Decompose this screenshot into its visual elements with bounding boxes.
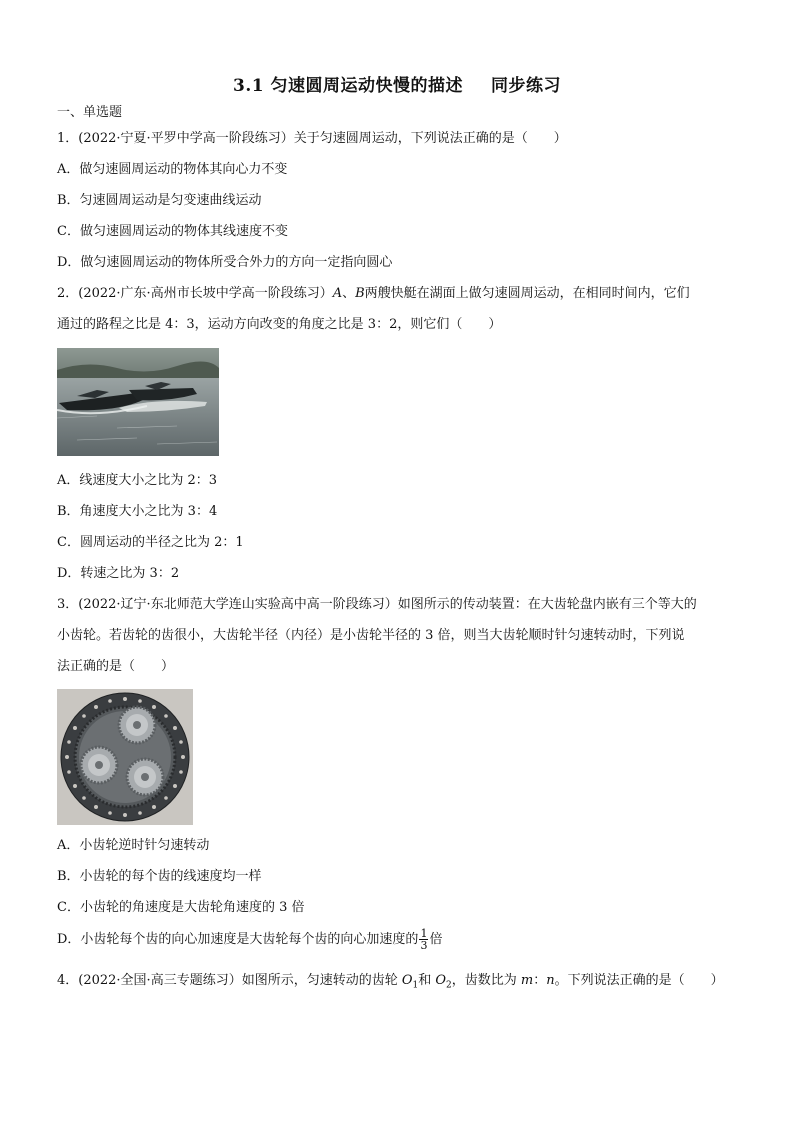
q4-source: 4．(2022·全国·高三专题练习）如图所示，匀速转动的齿轮 bbox=[57, 973, 402, 988]
q3-stem-line1: 3．(2022·辽宁·东北师范大学连山实验高中高一阶段练习）如图所示的传动装置：在大齿轮盘内嵌有三个等大的 bbox=[57, 597, 697, 612]
q2-var-a: A bbox=[332, 286, 343, 301]
q3-option-d-suffix: 倍 bbox=[429, 932, 443, 947]
q4-question: 。下列说法正确的是（ ） bbox=[554, 973, 724, 988]
q4-colon: ： bbox=[533, 973, 547, 988]
q4-gear-o1: O bbox=[401, 973, 413, 988]
section-heading: 一、单选题 bbox=[57, 105, 123, 120]
q2-option-b: B．角速度大小之比为 3：4 bbox=[57, 504, 218, 519]
q1-option-c: C．做匀速圆周运动的物体其线速度不变 bbox=[57, 224, 288, 239]
q4-var-m: m bbox=[520, 973, 534, 988]
q4-stem bbox=[57, 972, 724, 995]
q2-option-c: C．圆周运动的半径之比为 2：1 bbox=[57, 535, 244, 550]
fraction-numerator: 1 bbox=[420, 927, 428, 940]
q2-sep: 、 bbox=[342, 286, 356, 301]
speedboat-photo bbox=[57, 348, 219, 456]
q2-source: 2．(2022·广东·高州市长坡中学高一阶段练习） bbox=[57, 286, 333, 301]
q4-and: 和 bbox=[418, 973, 436, 988]
q3-option-d bbox=[57, 928, 442, 952]
title-sub: 同步练习 bbox=[491, 76, 561, 96]
q2-option-a: A．线速度大小之比为 2：3 bbox=[57, 473, 218, 488]
q4-sub-2: 2 bbox=[446, 980, 452, 991]
q2-stem-line2: 通过的路程之比是 4：3，运动方向改变的角度之比是 3：2，则它们（ ） bbox=[57, 317, 502, 332]
q3-option-b: B．小齿轮的每个齿的线速度均一样 bbox=[57, 869, 262, 884]
q1-option-b: B．匀速圆周运动是匀变速曲线运动 bbox=[57, 193, 262, 208]
q4-sub-1: 1 bbox=[412, 980, 419, 991]
q4-var-n: n bbox=[546, 973, 555, 988]
q1-option-d: D．做匀速圆周运动的物体所受合外力的方向一定指向圆心 bbox=[57, 255, 393, 270]
q4-ratio-label: ，齿数比为 bbox=[451, 973, 521, 988]
q3-stem-line3: 法正确的是（ ） bbox=[57, 659, 175, 674]
q3-option-c: C．小齿轮的角速度是大齿轮角速度的 3 倍 bbox=[57, 900, 305, 915]
q1-option-a: A．做匀速圆周运动的物体其向心力不变 bbox=[57, 162, 288, 177]
q1-stem: 1．(2022·宁夏·平罗中学高一阶段练习）关于匀速圆周运动，下列说法正确的是（ ） bbox=[57, 131, 567, 146]
q2-stem-line1 bbox=[57, 285, 690, 303]
title-main: 3.1 匀速圆周运动快慢的描述 bbox=[233, 76, 463, 96]
page-title bbox=[0, 71, 794, 96]
q3-stem-line2: 小齿轮。若齿轮的齿很小，大齿轮半径（内径）是小齿轮半径的 3 倍，则当大齿轮顺时针匀速转动时，下列说 bbox=[57, 628, 685, 643]
q3-option-d-text: D．小齿轮每个齿的向心加速度是大齿轮每个齿的向心加速度的 bbox=[57, 932, 419, 947]
fraction-one-third bbox=[419, 928, 428, 951]
q4-gear-o2: O bbox=[435, 973, 447, 988]
fraction-denominator: 3 bbox=[420, 939, 428, 952]
q2-var-b: B bbox=[355, 286, 365, 301]
q2-option-d: D．转速之比为 3：2 bbox=[57, 566, 180, 581]
q2-stem-text: 两艘快艇在湖面上做匀速圆周运动，在相同时间内，它们 bbox=[364, 286, 690, 301]
gear-assembly-photo bbox=[57, 689, 193, 825]
q3-option-a: A．小齿轮逆时针匀速转动 bbox=[57, 838, 210, 853]
